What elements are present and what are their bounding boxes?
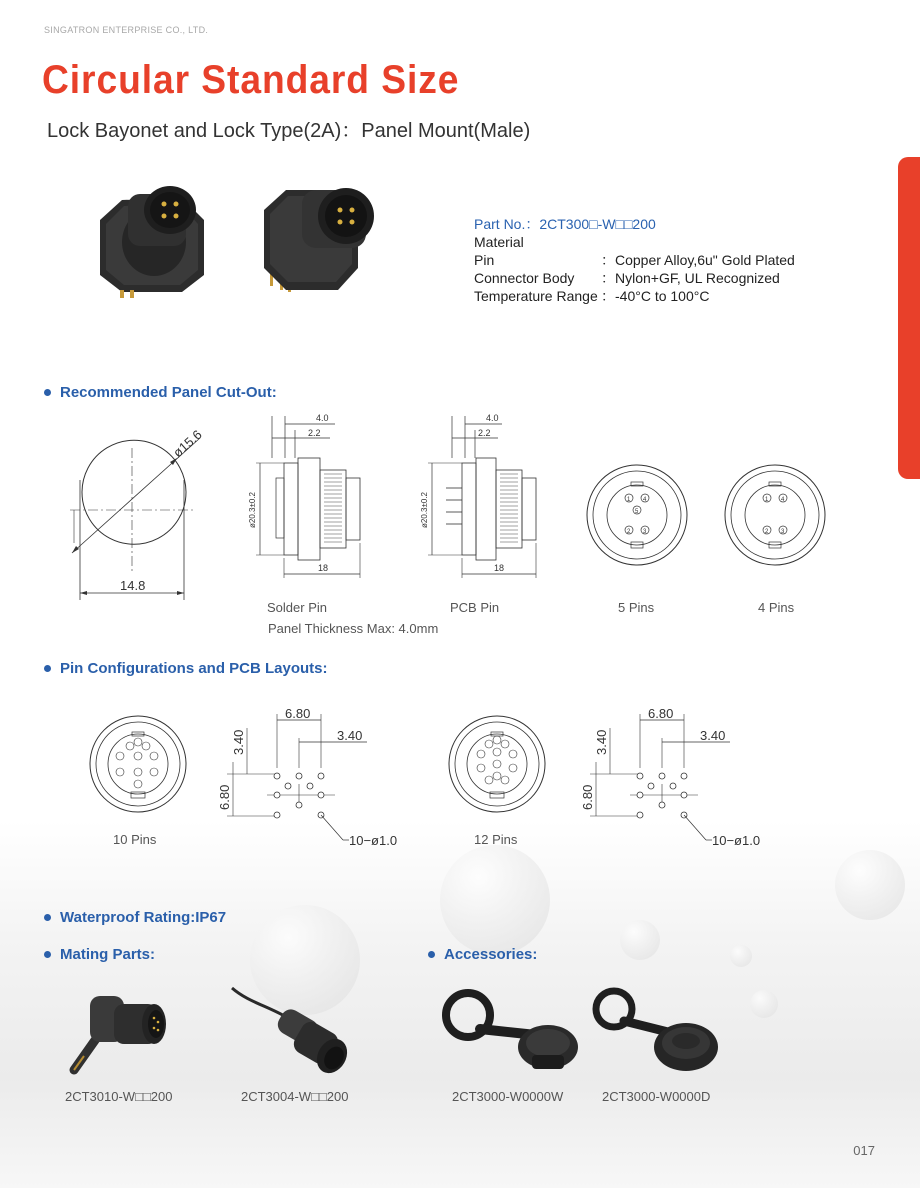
svg-text:2: 2 xyxy=(627,529,631,535)
decorative-bubble xyxy=(440,845,550,955)
page-title: Circular Standard Size xyxy=(42,58,460,102)
section-heading-text: Pin Configurations and PCB Layouts: xyxy=(60,660,328,677)
dim-680-vertical-label: 6.80 xyxy=(580,784,595,810)
hole-note-label: 10−ø1.0 xyxy=(349,833,398,848)
pcb-layout-12-pins xyxy=(568,700,778,850)
section-heading-waterproof xyxy=(44,909,226,926)
page-number: 017 xyxy=(853,1143,875,1158)
dim-2-2-label: 2.2 xyxy=(308,428,321,438)
svg-text:3: 3 xyxy=(643,529,647,535)
caption-pcb-pin: PCB Pin xyxy=(450,600,500,615)
bullet-icon xyxy=(44,914,51,921)
pins-4-face-drawing xyxy=(720,460,830,570)
svg-text:4: 4 xyxy=(643,497,647,503)
dim-dia-label: ø20.3±0.2 xyxy=(248,492,257,528)
bullet-icon xyxy=(44,951,51,958)
accessory-label: 2CT3000-W0000D xyxy=(602,1089,711,1104)
panel-cutout-drawing xyxy=(60,418,260,603)
decorative-bubble xyxy=(730,945,752,967)
dim-4-0-label: 4.0 xyxy=(316,413,329,423)
caption-5-pins: 5 Pins xyxy=(618,600,655,615)
section-heading-accessories xyxy=(428,946,537,963)
spec-label: Connector Body xyxy=(474,270,575,286)
page-subtitle: Lock Bayonet and Lock Type(2A)：Panel Mount(Male) xyxy=(47,120,531,142)
spec-value: ：Nylon+GF, UL Recognized xyxy=(601,270,780,286)
svg-text:4: 4 xyxy=(781,497,785,503)
material-label: Material xyxy=(474,234,524,250)
caption-4-pins: 4 Pins xyxy=(758,600,795,615)
svg-text:1: 1 xyxy=(627,497,631,503)
dim-340-vertical-label: 3.40 xyxy=(231,729,246,755)
connector-photo-solder xyxy=(92,180,222,305)
mating-part-right-angle-photo xyxy=(66,978,176,1078)
section-heading-pin-config xyxy=(44,660,328,677)
bullet-icon xyxy=(44,665,51,672)
section-heading-cutout xyxy=(44,384,277,401)
part-number: Part No.：2CT300□-W□□200 xyxy=(474,216,656,232)
bullet-icon xyxy=(44,389,51,396)
dim-4-0-label: 4.0 xyxy=(486,413,499,423)
pcb-layout-10-pins xyxy=(205,700,415,850)
decorative-bubble xyxy=(835,850,905,920)
accessory-label: 2CT3000-W0000W xyxy=(452,1089,564,1104)
accessory-cap-d-photo xyxy=(588,985,728,1075)
bullet-icon xyxy=(428,951,435,958)
pcb-pin-drawing xyxy=(410,408,560,583)
connector-photo-pcb xyxy=(258,180,388,310)
section-heading-text: Accessories: xyxy=(444,946,538,963)
section-heading-text: Recommended Panel Cut-Out: xyxy=(60,384,277,401)
spec-row xyxy=(474,287,795,305)
dim-dia-label: ø20.3±0.2 xyxy=(420,492,429,528)
dim-680-label: 6.80 xyxy=(648,706,674,721)
decorative-bubble xyxy=(620,920,660,960)
dim-18-label: 18 xyxy=(494,563,505,573)
mating-part-label: 2CT3004-W□□200 xyxy=(241,1089,349,1104)
dim-18-label: 18 xyxy=(318,563,329,573)
dim-680-vertical-label: 6.80 xyxy=(217,784,232,810)
caption-12-pins: 12 Pins xyxy=(474,832,518,847)
accessory-cap-w-photo xyxy=(440,985,590,1075)
dim-340-vertical-label: 3.40 xyxy=(594,729,609,755)
spec-label: Temperature Range xyxy=(474,288,598,304)
spec-block xyxy=(474,215,795,305)
svg-text:3: 3 xyxy=(781,529,785,535)
solder-pin-drawing xyxy=(240,408,390,583)
cutout-width-label: 14.8 xyxy=(120,578,146,593)
dim-2-2-label: 2.2 xyxy=(478,428,491,438)
spec-row xyxy=(474,251,795,269)
dim-340-label: 3.40 xyxy=(337,728,363,743)
spec-row xyxy=(474,269,795,287)
svg-text:1: 1 xyxy=(765,497,769,503)
spec-value: ：Copper Alloy,6u" Gold Plated xyxy=(601,252,795,268)
mating-part-straight-photo xyxy=(228,980,358,1080)
caption-solder-pin: Solder Pin xyxy=(267,600,327,615)
section-heading-text: Mating Parts: xyxy=(60,946,156,963)
pins-12-face-drawing xyxy=(445,712,549,816)
spec-value: ：-40°C to 100°C xyxy=(601,288,710,304)
svg-text:5: 5 xyxy=(635,509,639,515)
dim-340-label: 3.40 xyxy=(700,728,726,743)
svg-text:2: 2 xyxy=(765,529,769,535)
section-heading-mating xyxy=(44,946,155,963)
hole-note-label: 10−ø1.0 xyxy=(712,833,761,848)
dim-680-label: 6.80 xyxy=(285,706,311,721)
cutout-diameter-label: ø15.6 xyxy=(169,426,205,461)
panel-thickness-note: Panel Thickness Max: 4.0mm xyxy=(268,621,439,636)
caption-10-pins: 10 Pins xyxy=(113,832,157,847)
spec-label: Pin xyxy=(474,252,495,268)
decorative-bubble xyxy=(750,990,778,1018)
pins-5-face-drawing xyxy=(582,460,692,570)
section-heading-text: Waterproof Rating:IP67 xyxy=(60,909,227,926)
side-tab xyxy=(898,157,920,479)
mating-part-label: 2CT3010-W□□200 xyxy=(65,1089,173,1104)
pins-10-face-drawing xyxy=(86,712,190,816)
company-name: SINGATRON ENTERPRISE CO., LTD. xyxy=(44,25,209,35)
